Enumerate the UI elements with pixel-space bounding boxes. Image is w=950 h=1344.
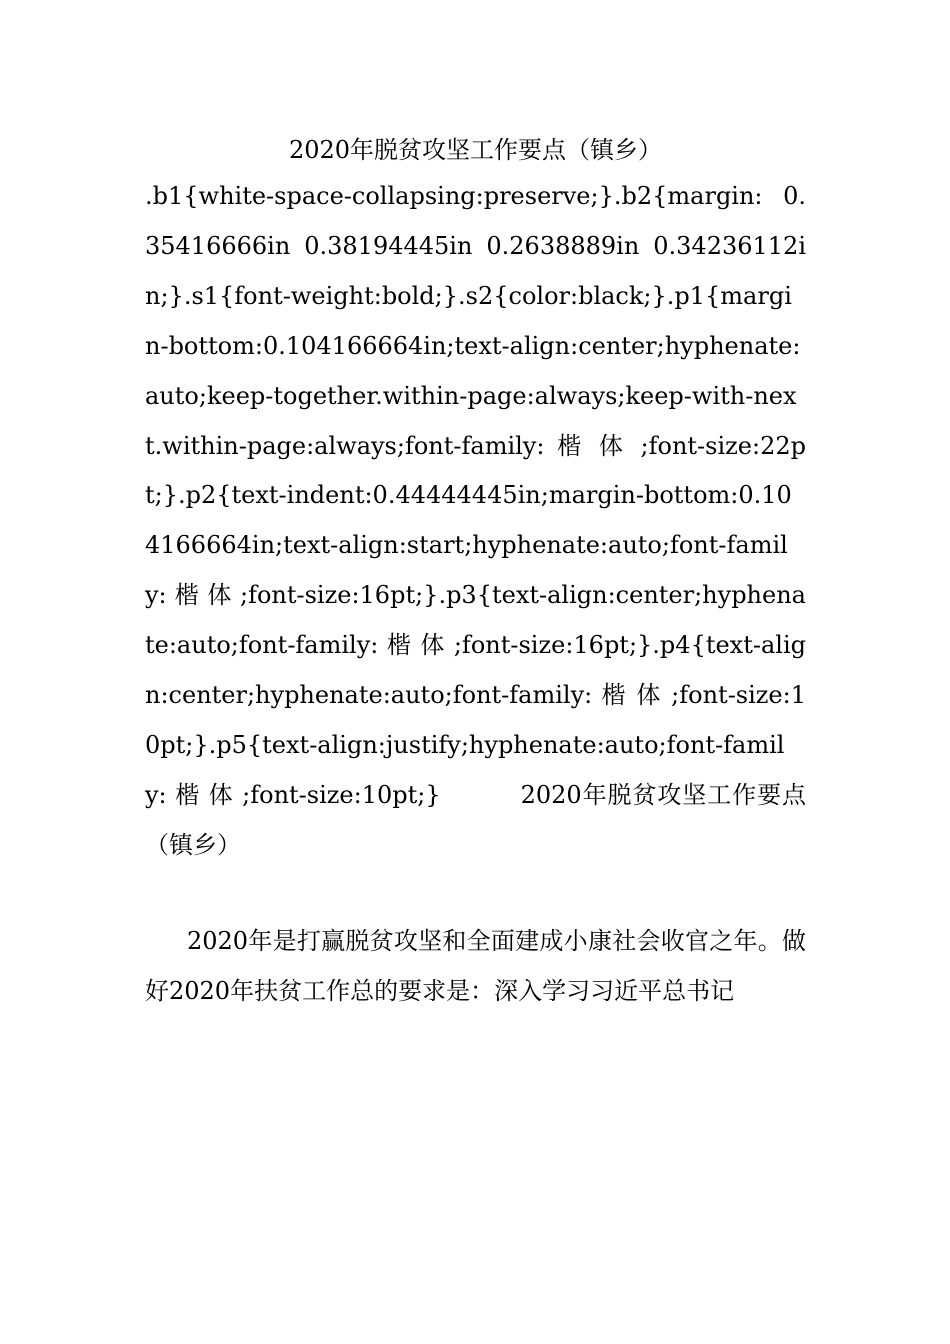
inline-title: 2020年脱贫攻坚工作要点（镇乡） bbox=[145, 780, 806, 859]
css-text: .b1{white-space-collapsing:preserve;}.b2{margin: 0.35416666in 0.38194445in 0.2638889in 0.34236112in;}.s1{font-weight:bold;}.s2{color:black;}.p1{margin-bottom:0.104166664in;text-align:center;hyphenate:auto;keep-together.within-page:always;keep-with-next.within-page:always;font-family: 楷 体 ;font-size:22pt;}.p2{text-indent:0.44444445in;margin-bottom:0.104166664in;text-align:start;hyphenate:auto;font-family: 楷 体 ;font-size:16pt;}.p3{text-align:center;hyphenate:auto;font-family: 楷 体 ;font-size:16pt;}.p4{text-align:center;hyphenate:auto;font-family: 楷 体 ;font-size:10pt;}.p5{text-align:justify;hyphenate:auto;font-family: 楷 体 ;font-size:10pt;} bbox=[145, 182, 806, 809]
css-text-block bbox=[145, 172, 806, 871]
paragraph-spacer bbox=[145, 871, 806, 917]
body-paragraph: 2020年是打赢脱贫攻坚和全面建成小康社会收官之年。做好2020年扶贫工作总的要求是：深入学习习近平总书记 bbox=[145, 926, 806, 1005]
document-title: 2020年脱贫攻坚工作要点（镇乡） bbox=[288, 136, 663, 164]
document-page bbox=[145, 128, 806, 1017]
